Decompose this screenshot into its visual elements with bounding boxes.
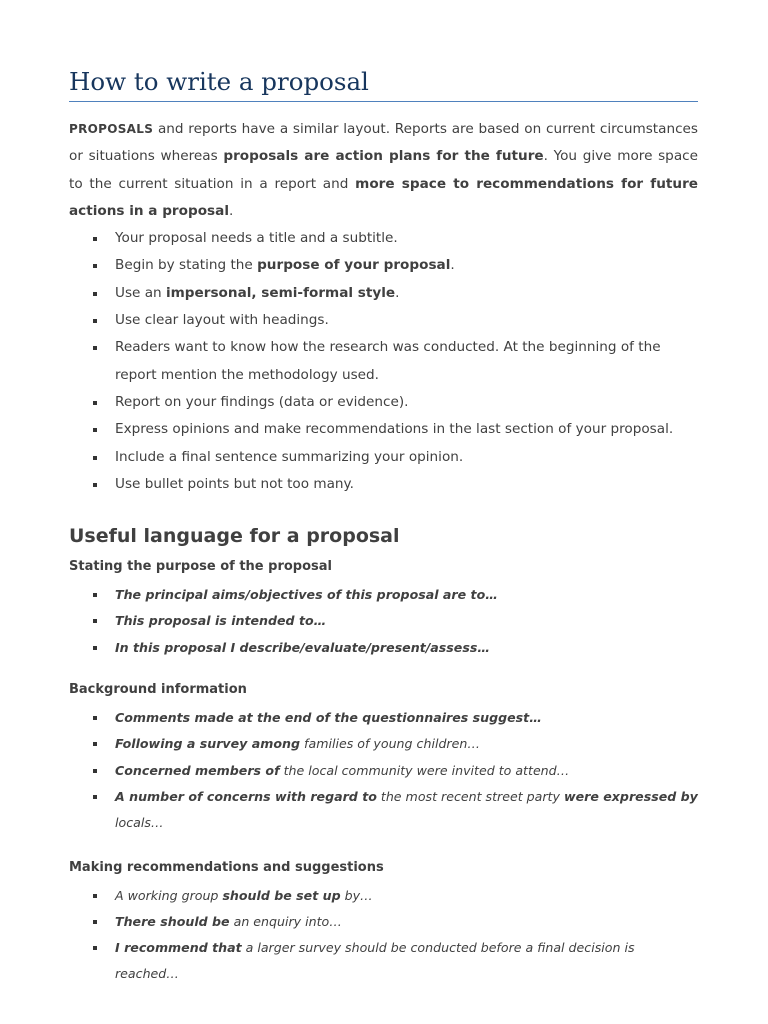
- phrase-list: [69, 582, 698, 661]
- subsection-heading: Background information: [69, 682, 247, 698]
- list-item: [69, 416, 698, 443]
- tip-text: Readers want to know how the research was conducted. At the beginning of the report mention the methodology used.: [115, 339, 661, 383]
- list-item: [69, 731, 698, 757]
- tip-text: Include a final sentence summarizing your opinion.: [115, 448, 464, 465]
- subsection-heading: Making recommendations and suggestions: [69, 859, 384, 875]
- list-item: [69, 935, 698, 988]
- phrase-group-recommendations: [69, 859, 698, 988]
- intro-emphasis: more space to recommendations for future actions in a proposal: [69, 175, 698, 219]
- phrase-text: locals…: [115, 815, 164, 831]
- phrase-bold: There should be: [115, 913, 230, 929]
- phrase-bold: Following a survey among: [115, 736, 301, 752]
- phrase-bold: Comments made at the end of the questionnaires suggest…: [115, 710, 542, 726]
- phrase-text: A working group: [115, 887, 223, 903]
- subsection-heading: Stating the purpose of the proposal: [69, 559, 332, 575]
- phrase-bold: should be set up: [222, 887, 341, 903]
- tip-text: Use clear layout with headings.: [115, 312, 329, 329]
- phrase-bold: This proposal is intended to…: [115, 613, 327, 629]
- intro-text: .: [228, 202, 234, 219]
- list-item: [69, 705, 698, 731]
- intro-emphasis: proposals are action plans for the future: [223, 148, 544, 165]
- intro-lead-word: PROPOSALS: [69, 122, 154, 136]
- tip-text: Begin by stating the: [115, 257, 258, 274]
- list-item: [69, 307, 698, 334]
- tip-text: Use an: [115, 284, 166, 301]
- list-item: [69, 444, 698, 471]
- intro-text: . You give more space to the current situation in a report and: [69, 148, 698, 192]
- tip-text: Your proposal needs a title and a subtitle.: [115, 230, 398, 247]
- phrase-text: the local community were invited to attend…: [279, 762, 570, 778]
- phrase-text: an enquiry into…: [229, 913, 342, 929]
- tip-text: Report on your findings (data or evidence).: [115, 393, 409, 410]
- list-item: [69, 608, 698, 634]
- phrase-text: the most recent street party: [376, 788, 564, 804]
- list-item: [69, 225, 698, 252]
- list-item: [69, 252, 698, 279]
- document-page: [69, 66, 698, 988]
- list-item: [69, 334, 698, 389]
- list-item: [69, 784, 698, 837]
- phrase-bold: A number of concerns with regard to: [115, 788, 377, 804]
- phrase-list: [69, 883, 698, 988]
- list-item: [69, 582, 698, 608]
- tip-emphasis: purpose of your proposal: [257, 257, 451, 274]
- phrase-text: by…: [340, 887, 373, 903]
- section-heading: Useful language for a proposal: [69, 525, 400, 548]
- list-item: [69, 758, 698, 784]
- phrase-group-purpose: [69, 558, 698, 661]
- intro-paragraph: [69, 116, 698, 225]
- phrase-group-background: [69, 681, 698, 836]
- phrase-bold: In this proposal I describe/evaluate/present/assess…: [115, 639, 490, 655]
- phrase-text: a larger survey should be conducted before a final decision is reached…: [115, 940, 635, 982]
- intro-text: and reports have a similar layout. Reports are based on current circumstances or situations whereas: [69, 121, 698, 165]
- phrase-bold: The principal aims/objectives of this proposal are to…: [115, 587, 498, 603]
- phrase-bold: were expressed by: [563, 788, 698, 804]
- tip-emphasis: impersonal, semi-formal style: [165, 284, 396, 301]
- list-item: [69, 389, 698, 416]
- list-item: [69, 471, 698, 498]
- tips-list: [69, 225, 698, 498]
- list-item: [69, 280, 698, 307]
- tip-text: Express opinions and make recommendations in the last section of your proposal.: [115, 421, 674, 438]
- phrase-bold: I recommend that: [115, 940, 242, 956]
- page-title: How to write a proposal: [69, 66, 698, 102]
- tip-text: Use bullet points but not too many.: [115, 475, 354, 492]
- list-item: [69, 883, 698, 909]
- list-item: [69, 635, 698, 661]
- tip-text: .: [395, 284, 400, 301]
- list-item: [69, 909, 698, 935]
- phrase-list: [69, 705, 698, 836]
- phrase-text: families of young children…: [300, 736, 480, 752]
- tip-text: .: [450, 257, 455, 274]
- phrase-bold: Concerned members of: [115, 762, 280, 778]
